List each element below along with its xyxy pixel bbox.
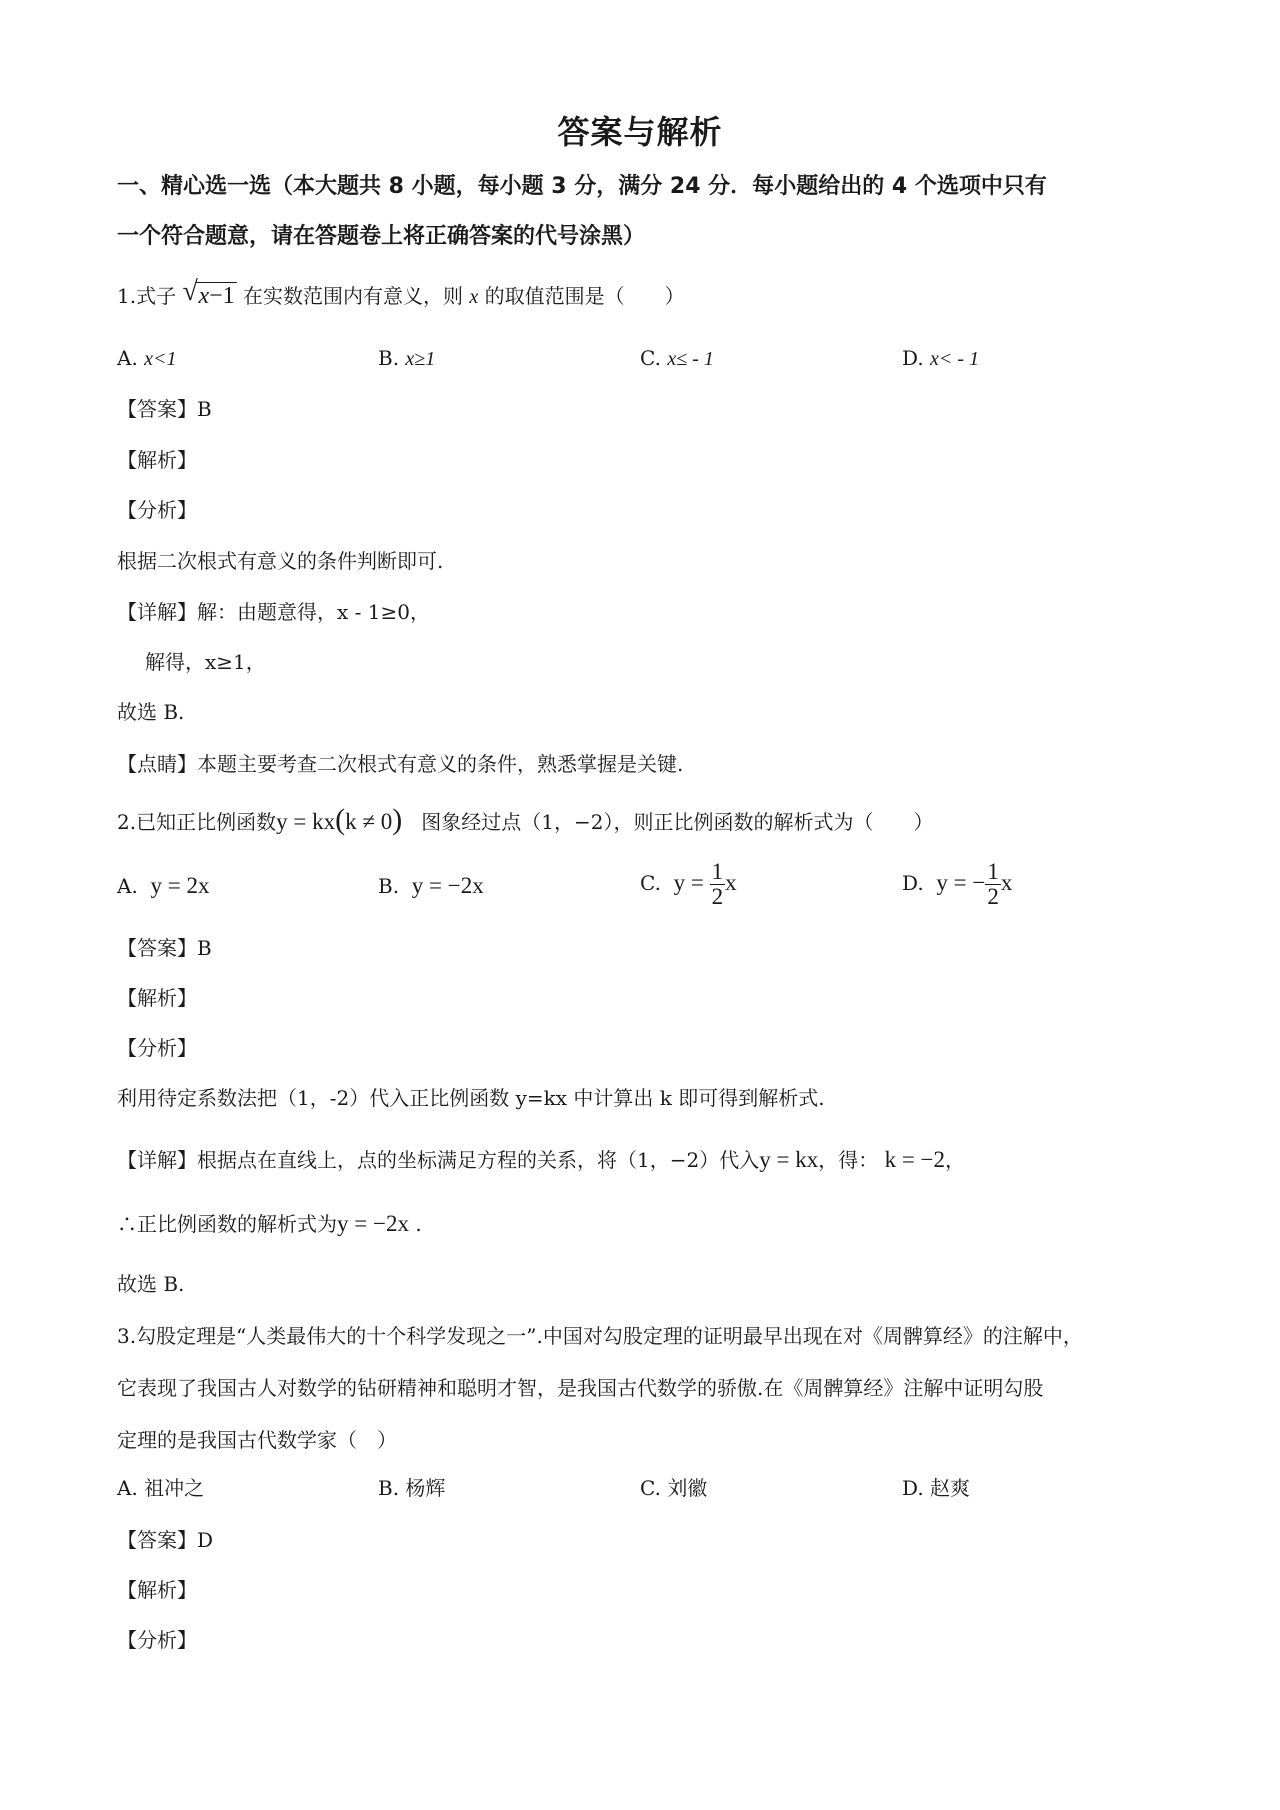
q1-xiangjie-line2: 解得，x≥1， <box>145 650 266 674</box>
fraction: $\frac{1}{2}$ <box>987 859 999 909</box>
q2-fenxi-label: 【分析】 <box>117 1036 197 1060</box>
q3-option-a: A. 祖冲之 <box>117 1476 205 1500</box>
q3-option-b: B. 杨辉 <box>378 1476 446 1500</box>
q2-xiangjie: 【详解】根据点在直线上，点的坐标满足方程的关系，将（1，−2）代入y = kx，得： k = −2， <box>117 1147 966 1172</box>
q2-option-b: B. y = −2x <box>378 873 484 898</box>
page-title: 答案与解析 <box>557 113 723 151</box>
q3-option-d: D. 赵爽 <box>902 1476 971 1500</box>
q2-option-d: D. y = − $\frac{1}{2}$ x <box>902 859 1013 909</box>
q3-jiexi-label: 【解析】 <box>117 1578 197 1602</box>
q1-fenxi-text: 根据二次根式有意义的条件判断即可. <box>117 549 444 573</box>
q2-conclusion: 故选 B. <box>117 1272 185 1296</box>
question-3-stem-line2: 它表现了我国古人对数学的钻研精神和聪明才智，是我国古代数学的骄傲.在《周髀算经》注解中证明勾股 <box>117 1376 1044 1400</box>
q1-option-b: B. x≥1 <box>378 346 436 370</box>
q2-jiexi-label: 【解析】 <box>117 986 197 1010</box>
section-heading-line2: 一个符合题意，请在答题卷上将正确答案的代号涂黑） <box>117 224 646 249</box>
question-3-stem-line3: 定理的是我国古代数学家（ ） <box>117 1428 397 1452</box>
q1-conclusion: 故选 B. <box>117 700 185 724</box>
sqrt-expression: √ x−1 <box>182 276 235 309</box>
question-3-stem-line1: 3.勾股定理是“人类最伟大的十个科学发现之一”.中国对勾股定理的证明最早出现在对《周髀算经》的注解中， <box>117 1324 1083 1348</box>
q1-xiangjie: 【详解】解：由题意得，x - 1≥0， <box>117 600 430 624</box>
q1-jiexi-label: 【解析】 <box>117 448 197 472</box>
q1-option-a: A. x<1 <box>117 346 177 370</box>
question-2-stem: 2.已知正比例函数y = kx(k ≠ 0) 图象经过点（1，−2），则正比例函数的解析式为（ ） <box>117 803 934 836</box>
q1-option-d: D. x< - 1 <box>902 346 980 370</box>
q2-option-a: A. y = 2x <box>117 873 210 898</box>
q1-fenxi-label: 【分析】 <box>117 498 197 522</box>
q2-answer: 【答案】B <box>117 936 212 960</box>
q3-fenxi-label: 【分析】 <box>117 1628 197 1652</box>
q2-option-c: C. y = $\frac{1}{2}$ x <box>640 859 737 909</box>
q2-therefore: ∴正比例函数的解析式为y = −2x . <box>117 1211 422 1236</box>
q1-answer: 【答案】B <box>117 397 212 421</box>
section-heading-line1: 一、精心选一选（本大题共 8 小题，每小题 3 分，满分 24 分．每小题给出的 4 个选项中只有 <box>117 174 1047 199</box>
fraction: $\frac{1}{2}$ <box>711 859 724 909</box>
q1-dianjing: 【点睛】本题主要考查二次根式有意义的条件，熟悉掌握是关键. <box>117 752 684 776</box>
q3-option-c: C. 刘徽 <box>640 1476 708 1500</box>
question-1-stem: 1.式子 √ x−1 在实数范围内有意义，则 x 的取值范围是（ ） <box>117 276 685 309</box>
q3-answer: 【答案】D <box>117 1528 214 1552</box>
q2-fenxi-text: 利用待定系数法把（1，-2）代入正比例函数 y=kx 中计算出 k 即可得到解析式. <box>117 1086 825 1110</box>
q1-option-c: C. x≤ - 1 <box>640 346 714 370</box>
